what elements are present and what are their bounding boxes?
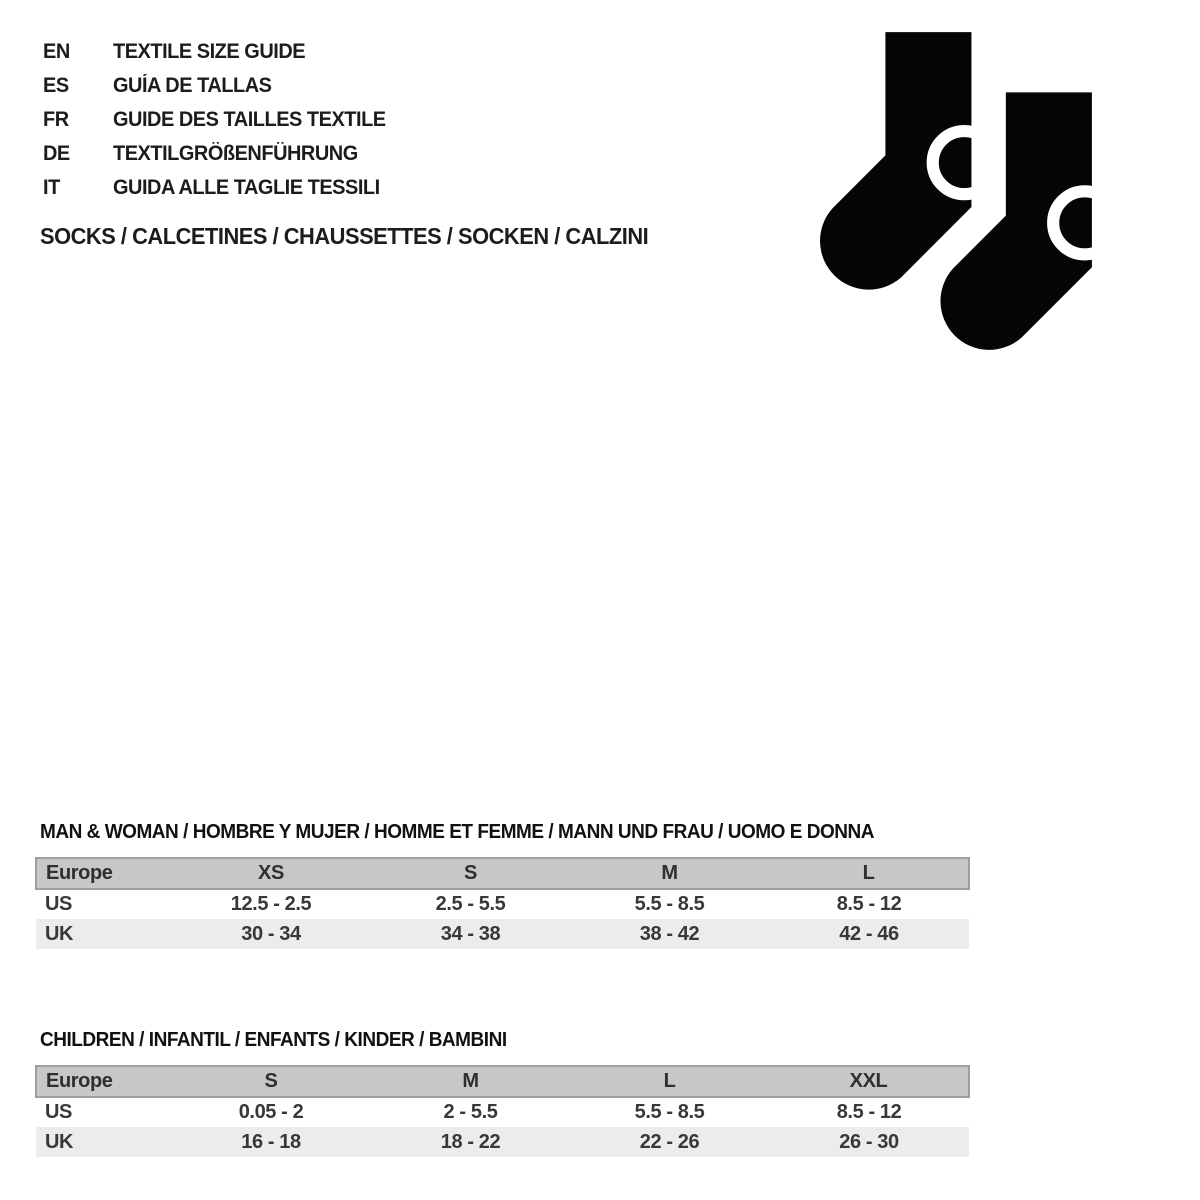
column-header-size: S	[371, 858, 570, 889]
row-label: UK	[36, 1127, 171, 1157]
language-label: GUIDE DES TAILLES TEXTILE	[113, 108, 386, 131]
socks-icon-svg	[818, 32, 1122, 352]
size-value: 30 - 34	[171, 919, 371, 949]
size-value: 34 - 38	[371, 919, 570, 949]
column-header-size: M	[570, 858, 769, 889]
table-section-children	[35, 1028, 968, 1157]
size-value: 18 - 22	[371, 1127, 570, 1157]
category-heading: SOCKS / CALCETINES / CHAUSSETTES / SOCKEN / CALZINI	[40, 223, 649, 249]
row-label: UK	[36, 919, 171, 949]
size-value: 8.5 - 12	[836, 893, 902, 915]
language-label: GUIDA ALLE TAGLIE TESSILI	[113, 176, 380, 199]
column-header-region: Europe	[36, 1066, 171, 1097]
language-row-de	[43, 137, 400, 171]
size-value: 5.5 - 8.5	[634, 893, 705, 915]
column-header-size: L	[570, 1066, 769, 1097]
language-code: ES	[43, 74, 69, 97]
table-section-man-woman	[35, 820, 968, 949]
size-table-man-woman	[35, 857, 970, 949]
table-row-uk	[36, 919, 969, 949]
size-value: 42 - 46	[769, 919, 969, 949]
socks-icon	[818, 32, 1122, 352]
size-table-children	[35, 1065, 970, 1157]
language-code: DE	[43, 142, 70, 165]
row-label: US	[45, 893, 72, 915]
size-value: 16 - 18	[171, 1127, 371, 1157]
language-row-it	[43, 171, 400, 205]
table-title: CHILDREN / INFANTIL / ENFANTS / KINDER / BAMBINI	[40, 1029, 507, 1051]
size-value: 12.5 - 2.5	[230, 893, 312, 915]
column-header-size: S	[171, 1066, 371, 1097]
size-value: 38 - 42	[570, 919, 769, 949]
language-label: TEXTILE SIZE GUIDE	[113, 40, 306, 63]
table-header-row	[36, 1066, 969, 1097]
language-code: EN	[43, 40, 70, 63]
table-header-row	[36, 858, 969, 889]
table-row-us	[36, 889, 969, 919]
language-code: IT	[43, 176, 60, 199]
language-row-fr	[43, 103, 400, 137]
language-row-en	[43, 35, 400, 69]
size-value: 5.5 - 8.5	[634, 1101, 705, 1123]
size-value: 26 - 30	[769, 1127, 969, 1157]
table-row-uk	[36, 1127, 969, 1157]
table-row-us	[36, 1097, 969, 1127]
row-label: US	[45, 1101, 72, 1123]
language-list	[43, 35, 400, 205]
column-header-size: XXL	[769, 1066, 969, 1097]
size-value: 2.5 - 5.5	[435, 893, 506, 915]
size-value: 2 - 5.5	[443, 1101, 498, 1123]
column-header-region: Europe	[36, 858, 171, 889]
size-value: 8.5 - 12	[836, 1101, 902, 1123]
language-label: GUÍA DE TALLAS	[113, 74, 272, 97]
column-header-size: L	[769, 858, 969, 889]
size-value: 0.05 - 2	[238, 1101, 304, 1123]
language-label: TEXTILGRÖßENFÜHRUNG	[113, 142, 358, 165]
size-value: 22 - 26	[570, 1127, 769, 1157]
language-row-es	[43, 69, 400, 103]
column-header-size: XS	[171, 858, 371, 889]
column-header-size: M	[371, 1066, 570, 1097]
table-title: MAN & WOMAN / HOMBRE Y MUJER / HOMME ET FEMME / MANN UND FRAU / UOMO E DONNA	[40, 821, 875, 843]
sock-left	[820, 32, 996, 290]
language-code: FR	[43, 108, 69, 131]
